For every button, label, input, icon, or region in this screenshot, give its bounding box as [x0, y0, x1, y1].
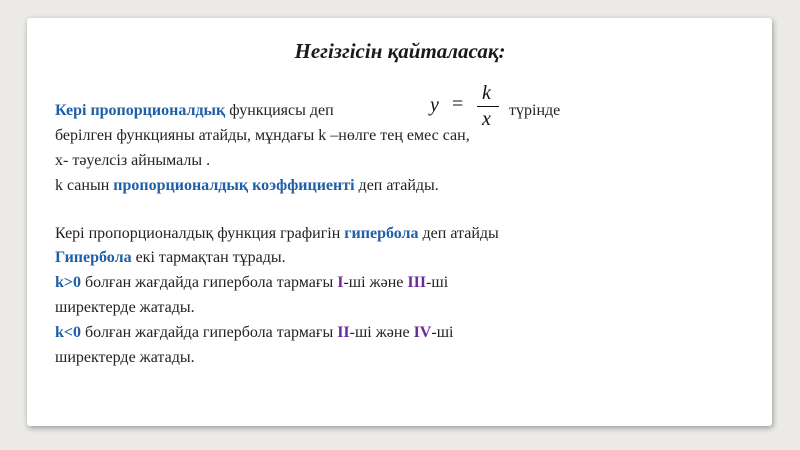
- quadrant-II: II: [337, 324, 350, 341]
- quadrant-IV: IV: [413, 324, 432, 341]
- term-hyperbola: гипербола: [344, 225, 419, 242]
- negative-k-text: болған жағдайда гипербола тармағы: [81, 324, 338, 341]
- k-negative: k<0: [55, 324, 82, 341]
- coefficient-text-b: деп атайды.: [354, 177, 439, 194]
- formula-y-equals-k-over-x: [430, 84, 500, 128]
- definition-line-1: [55, 101, 334, 121]
- positive-k-suffix: -ші: [426, 274, 449, 291]
- formula-numerator: k: [482, 82, 491, 104]
- term-hyperbola-2: Гипербола: [55, 249, 132, 266]
- formula-y: y: [430, 94, 439, 116]
- positive-k-and: -ші және: [343, 274, 408, 291]
- definition-text: функциясы деп: [225, 102, 334, 119]
- definition-line-3: x- тәуелсіз айнымалы .: [55, 152, 211, 169]
- hyperbola-text-a: Кері пропорционалдық функция графигін: [55, 225, 345, 242]
- hyperbola-text-b: деп атайды: [418, 225, 499, 242]
- hyperbola-line-1: [55, 224, 499, 244]
- negative-k-line: [55, 323, 453, 343]
- definition-tail: түрінде: [509, 102, 561, 119]
- negative-k-suffix: -ші: [431, 324, 454, 341]
- formula-denominator: x: [482, 108, 491, 130]
- slide-title: Негізгісін қайталасақ:: [294, 39, 506, 63]
- term-proportionality-coefficient: пропорционалдық коэффициенті: [113, 177, 355, 194]
- k-positive: k>0: [55, 274, 82, 291]
- formula-equals: =: [452, 93, 464, 115]
- quadrant-I: I: [337, 274, 344, 291]
- definition-line-1-tail: [509, 101, 560, 121]
- negative-k-line-2: ширектерде жатады.: [55, 349, 195, 366]
- quadrant-III: III: [407, 274, 427, 291]
- definition-line-4: [55, 176, 439, 196]
- term-inverse-proportion: Кері пропорционалдық: [55, 102, 226, 119]
- branches-text: екі тармақтан тұрады.: [131, 249, 286, 266]
- positive-k-line-2: ширектерде жатады.: [55, 299, 195, 316]
- fraction-bar: [477, 106, 499, 107]
- positive-k-text: болған жағдайда гипербола тармағы: [81, 274, 338, 291]
- hyperbola-line-2: [55, 248, 286, 268]
- negative-k-and: -ші және: [349, 324, 414, 341]
- definition-line-2: берілген функцияны атайды, мұндағы k –нөлге тең емес сан,: [55, 127, 470, 144]
- positive-k-line: [55, 273, 448, 293]
- coefficient-text-a: k санын: [55, 177, 114, 194]
